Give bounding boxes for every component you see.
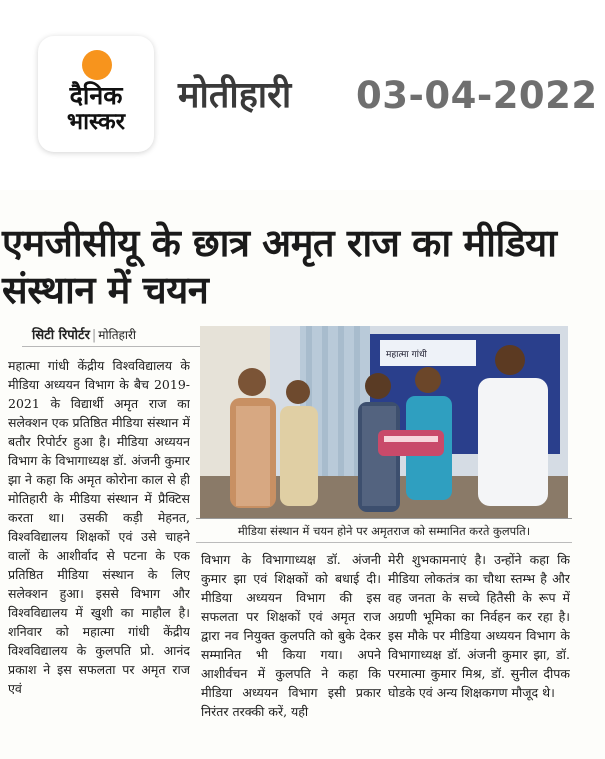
article-column-3: मेरी शुभकामनाएं है। उन्होंने कहा कि मीडिया लोकतंत्र का चौथा स्तम्भ है और वह जनता के सच्चे हितैसी के रूप में अग्रणी भूमिका का निर्वहन कर रहा है। इस मौके पर मीडिया अध्ययन विभाग के विभागाध्यक्ष डॉ. अंजनी कुमार झा, डॉ. परमात्मा कुमार मिश्र, डॉ. सुनील दीपक घोडके एवं अन्य शिक्षकगण मौजूद थे। [388,552,570,700]
logo-text-line1: दैनिक [69,81,123,110]
article-photo [200,326,568,518]
photo-banner-text: महात्मा गांधी [386,350,427,360]
byline-divider [22,346,202,347]
dainik-bhaskar-logo [38,36,154,152]
byline-location: मोतिहारी [98,328,137,342]
article-headline: एमजीसीयू के छात्र अमृत राज का मीडिया संस्थान में चयन [2,221,557,312]
logo-text-line2: भास्कर [66,109,126,135]
byline: सिटी रिपोर्टर | मोतिहारी [32,328,137,343]
sun-icon [82,50,112,80]
byline-reporter: सिटी रिपोर्टर [32,328,90,343]
edition-city: मोतीहारी [178,75,292,116]
photo-caption: मीडिया संस्थान में चयन होने पर अमृतराज को सम्मानित करते कुलपति। [196,518,572,543]
clipping-header [0,0,605,190]
caption-divider [196,542,572,543]
article-column-2: विभाग के विभागाध्यक्ष डॉ. अंजनी कुमार झा एवं शिक्षकों को बधाई दी। मीडिया अध्ययन विभाग की इस सफलता पर शिक्षकों एवं अमृत राज द्वारा नव नियुक्त कुलपति को बुके देकर सम्मानित भी किया गया। अपने आशीर्वचन में कुलपति ने कहा कि मीडिया अध्ययन विभाग इसी प्रकार निरंतर तरक्की करें, यही [201,552,381,719]
edition-date: 03-04-2022 [356,74,598,117]
article-column-1: महात्मा गांधी केंद्रीय विश्वविद्यालय के मीडिया अध्ययन विभाग के बैच 2019-2021 के विद्यार्थी अमृत राज का सलेक्शन एक प्रतिष्ठित मीडिया संस्थान में बतौर रिपोर्टर हुआ है। मीडिया अध्ययन विभाग के विभागाध्यक्ष डॉ. अंजनी कुमार झा ने कहा कि अमृत कोरोना काल से ही मोतिहारी के मीडिया संस्थान में प्रैक्टिस करता था। उसकी कड़ी मेहनत, विश्वविद्यालय शिक्षकों एवं उसे चाहने वालों के आशीर्वाद से पटना के एक प्रतिष्ठित मीडिया संस्थान के लिए सलेक्शन हुआ। इससे विभाग और विश्वविद्यालय में खुशी का माहौल है। शनिवार को महात्मा गांधी केंद्रीय विश्वविद्यालय के कुलपति प्रो. आनंद प्रकाश ने इस सफलता पर अमृत राज एवं [8,358,190,696]
